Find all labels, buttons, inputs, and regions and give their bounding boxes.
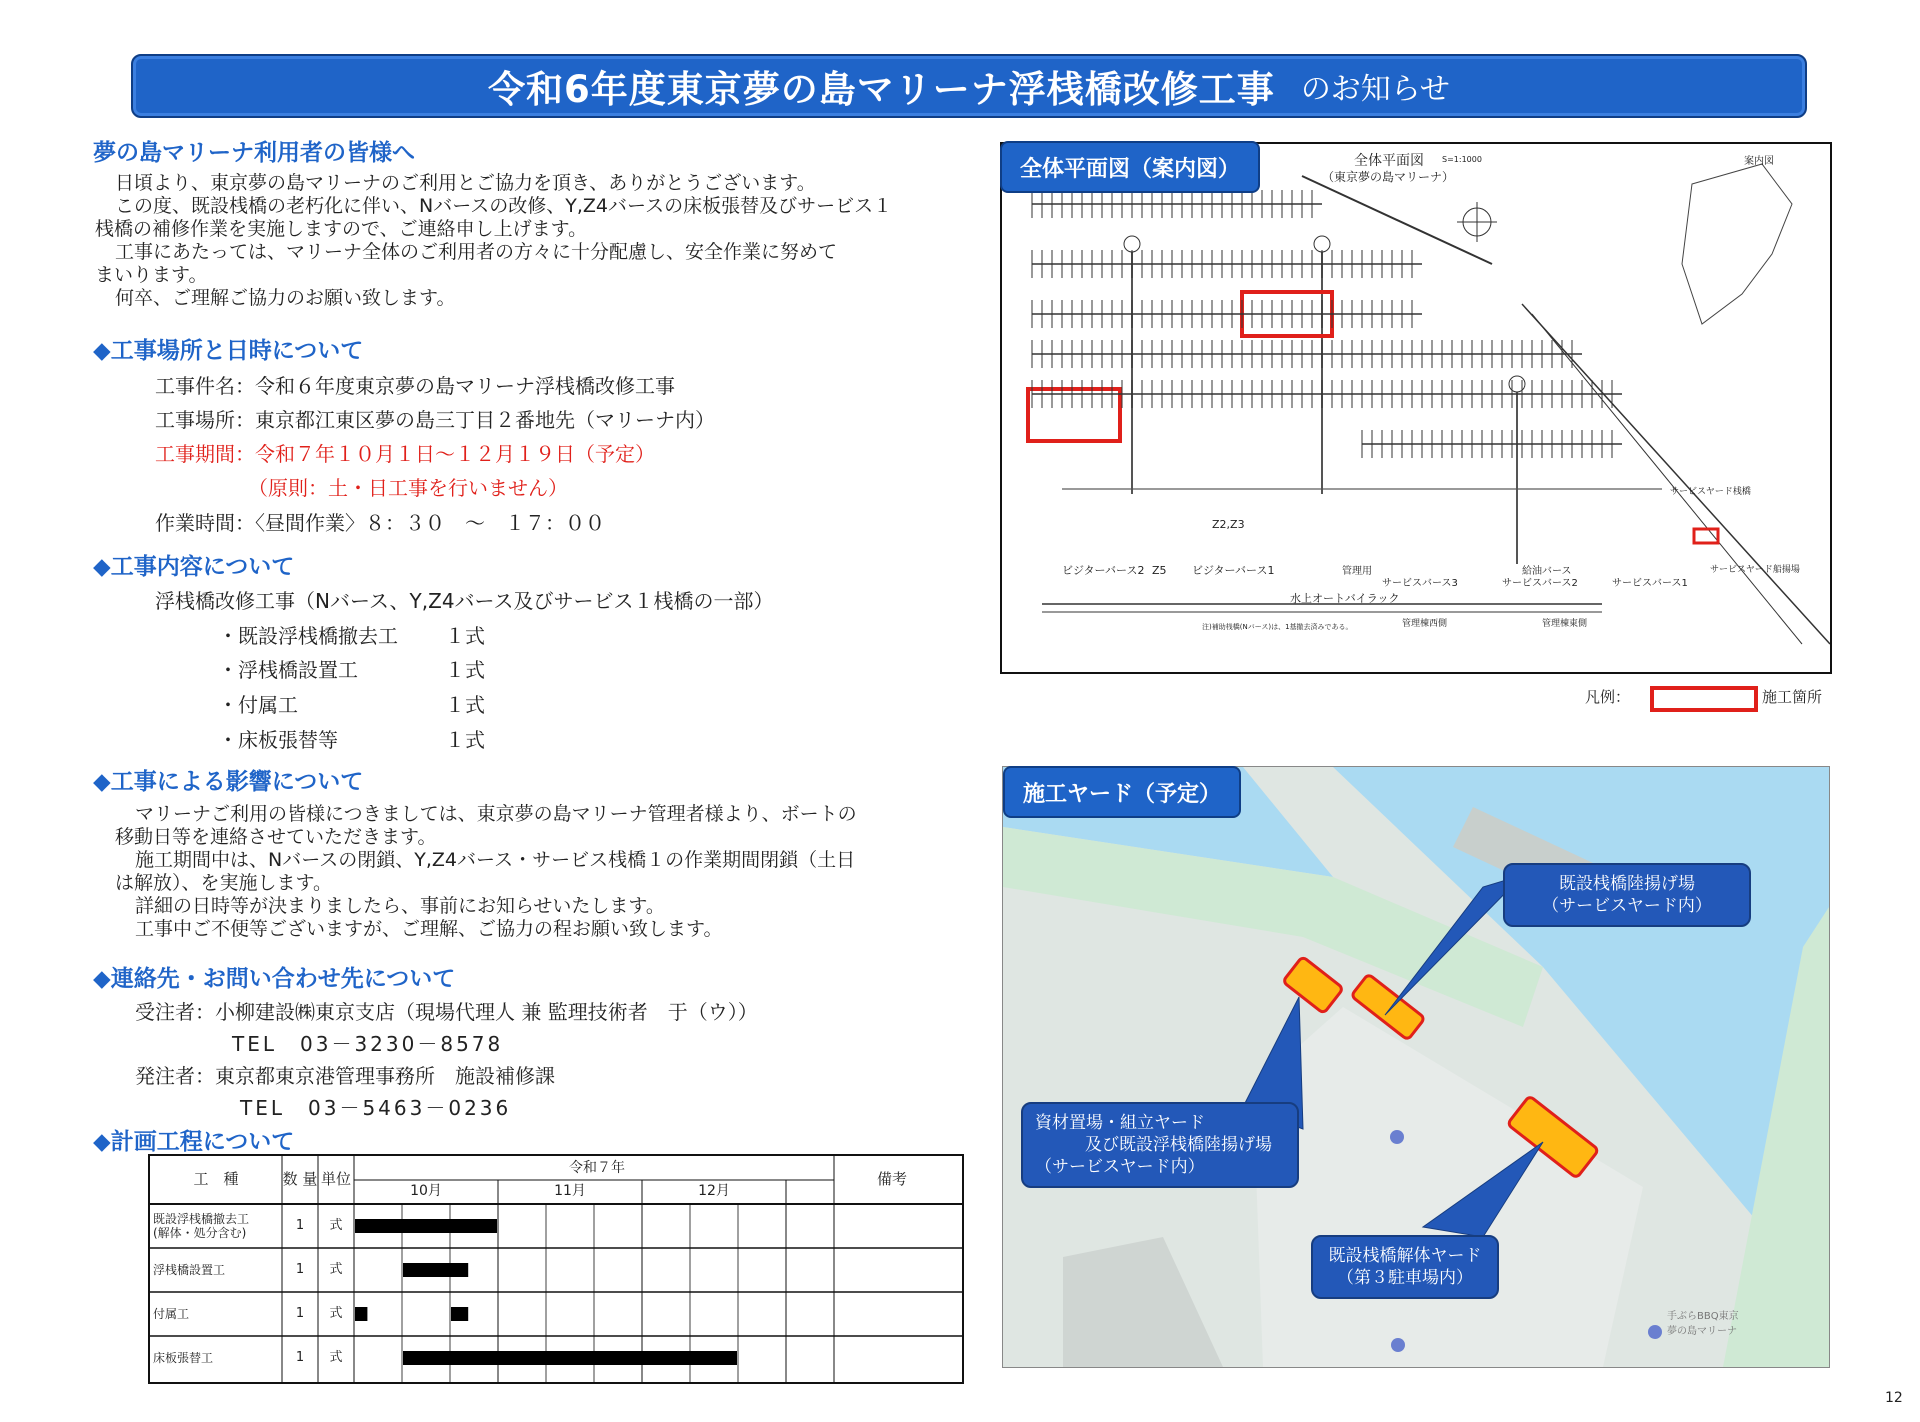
greeting-line: まいります。 <box>95 264 208 286</box>
schedule-table <box>148 1154 964 1384</box>
schedule-bar <box>451 1307 468 1321</box>
page-number: 12 <box>1885 1390 1903 1406</box>
work-area-service1 <box>1694 529 1718 543</box>
content-item: ・付属工 <box>218 693 298 717</box>
plan-note: 注)補助桟橋(Nバース)は、1基撤去済みである。 <box>1202 623 1353 631</box>
plan-guide: 案内図 <box>1744 156 1774 167</box>
content-summary: 浮桟橋改修工事（Nバース、Y,Z4バース及びサービス１桟橋の一部） <box>155 589 774 613</box>
site-plan <box>1000 142 1832 674</box>
content-item: ・床板張替等 <box>218 728 338 752</box>
site-name: 工事件名：令和６年度東京夢の島マリーナ浮桟橋改修工事 <box>155 374 675 398</box>
greeting-line: この度、既設桟橋の老朽化に伴い、Nバースの改修、Y,Z4バースの床板張替及びサービス１ <box>115 195 893 217</box>
schedule-header-unit: 単位 <box>320 1170 351 1188</box>
plan-label-z2z3: Z2,Z3 <box>1212 518 1245 531</box>
plan-subtitle: （東京夢の島マリーナ） <box>1322 170 1455 184</box>
callout-text: 及び既設浮桟橋陸揚げ場 <box>1085 1135 1272 1155</box>
yard-map <box>1002 766 1830 1368</box>
plan-label-syard: サービスヤード桟橋 <box>1670 487 1751 497</box>
schedule-row-name: 既設浮桟橋撤去工 (解体・処分含む) <box>153 1212 250 1240</box>
page-title: 令和6年度東京夢の島マリーナ浮桟橋改修工事 <box>488 68 1275 111</box>
content-item-qty: １式 <box>445 658 485 682</box>
plan-post <box>1314 236 1330 252</box>
site-hours: 作業時間：〈昼間作業〉８：３０ ～ １７：００ <box>155 511 605 535</box>
content-item-qty: １式 <box>445 624 485 648</box>
plan-label-service3: サービスバース3 <box>1382 578 1458 589</box>
client-tel: TEL 03－5463－0236 <box>240 1096 512 1120</box>
callout-text: 資材置場・組立ヤード <box>1035 1113 1205 1133</box>
schedule-row-name: 床板張替工 <box>153 1351 214 1365</box>
site-place: 工事場所：東京都江東区夢の島三丁目２番地先（マリーナ内） <box>155 408 715 432</box>
site-note: （原則：土・日工事を行いません） <box>248 476 568 500</box>
yard-tab: 施工ヤード（予定） <box>1003 766 1241 818</box>
impact-line: 移動日等を連絡させていただきます。 <box>115 826 437 848</box>
schedule-row-unit: 式 <box>329 1306 343 1321</box>
impact-line: 施工期間中は、Nバースの閉鎖、Y,Z4バース・サービス桟橋１の作業期間閉鎖（土日 <box>135 849 856 871</box>
content-item: ・浮桟橋設置工 <box>218 658 358 682</box>
plan-label-kyuyu: 給油バース <box>1522 566 1572 577</box>
greeting-line: 桟橋の補修作業を実施しますので、ご連絡申し上げます。 <box>95 218 588 240</box>
plan-label-service1: サービスバース1 <box>1612 578 1688 589</box>
schedule-month: 10月 <box>410 1183 442 1199</box>
content-item: ・既設浮桟橋撤去工 <box>218 624 398 648</box>
greeting-heading: 夢の島マリーナ利用者の皆様へ <box>93 140 415 166</box>
inset-map-outline <box>1682 164 1792 324</box>
schedule-row-qty: 1 <box>295 1218 305 1233</box>
callout-text: 既設桟橋陸揚げ場 <box>1559 874 1695 894</box>
schedule-header-qty: 数 量 <box>282 1170 318 1188</box>
plan-label-visitor2: ビジターバース2 <box>1062 564 1145 577</box>
contractor: 受注者：小柳建設㈱東京支店（現場代理人 兼 監理技術者 于（ウ）） <box>135 1000 758 1024</box>
schedule-row-name: 付属工 <box>153 1307 190 1321</box>
legend-text: 施工箇所 <box>1762 688 1823 706</box>
callout-material-yard <box>1021 1102 1299 1188</box>
callout-text: （サービスヤード内） <box>1035 1157 1205 1177</box>
schedule-row-qty: 1 <box>295 1262 305 1277</box>
callout-text: （サービスヤード内） <box>1542 896 1712 916</box>
plan-title: 全体平面図 <box>1354 153 1424 169</box>
plan-label-kanriyo: 管理用 <box>1342 566 1372 577</box>
plan-label-visitor1: ビジターバース1 <box>1192 564 1275 577</box>
schedule-row-unit: 式 <box>329 1218 343 1233</box>
site-heading: ◆工事場所と日時について <box>93 338 364 364</box>
content-item-qty: １式 <box>445 728 485 752</box>
plan-shore-line <box>1522 304 1830 644</box>
schedule-bar <box>355 1219 497 1233</box>
plan-tab: 全体平面図（案内図） <box>1000 141 1260 193</box>
schedule-bar <box>403 1351 737 1365</box>
greeting-line: 工事にあたっては、マリーナ全体のご利用者の方々に十分配慮し、安全作業に努めて <box>115 241 838 263</box>
site-period: 工事期間：令和７年１０月１日～１２月１９日（予定） <box>155 442 655 466</box>
greeting-line: 何卒、ご理解ご協力のお願い致します。 <box>115 287 456 309</box>
schedule-row-name: 浮桟橋設置工 <box>153 1263 226 1277</box>
callout-text: （第３駐車場内） <box>1337 1268 1473 1288</box>
contractor-tel: TEL 03－3230－8578 <box>232 1032 504 1056</box>
impact-text <box>115 803 975 941</box>
schedule-bar <box>403 1263 468 1277</box>
impact-heading: ◆工事による影響について <box>93 769 364 795</box>
plan-scale: S=1:1000 <box>1442 155 1482 164</box>
impact-line: 工事中ご不便等ございますが、ご理解、ご協力の程お願い致します。 <box>135 918 723 940</box>
schedule-bar <box>355 1307 367 1321</box>
plan-label-west: 管理棟西側 <box>1402 619 1448 629</box>
plan-drawing <box>1002 144 1830 672</box>
schedule-row-qty: 1 <box>295 1350 305 1365</box>
content-heading: ◆工事内容について <box>93 554 295 580</box>
impact-line: 詳細の日時等が決まりましたら、事前にお知らせいたします。 <box>135 895 665 917</box>
schedule-row-unit: 式 <box>329 1350 343 1365</box>
plan-label-syard2: サービスヤード船揚場 <box>1710 565 1800 575</box>
schedule-month: 11月 <box>554 1183 586 1199</box>
contact-heading: ◆連絡先・お問い合わせ先について <box>93 966 456 992</box>
schedule-header-type: 工 種 <box>193 1170 239 1188</box>
greeting-line: 日頃より、東京夢の島マリーナのご利用とご協力を頂き、ありがとうございます。 <box>115 172 816 194</box>
plan-label-autobypass: 水上オートバイラック <box>1290 592 1400 605</box>
map-pin-icon <box>1648 1325 1662 1339</box>
plan-post <box>1509 376 1525 392</box>
schedule-row-unit: 式 <box>329 1262 343 1277</box>
callout-landing-yard <box>1503 863 1751 927</box>
page-title-bar <box>131 54 1807 118</box>
callout-dismantle-yard <box>1311 1235 1499 1299</box>
plan-label-z5: Z5 <box>1152 564 1167 577</box>
schedule-heading: ◆計画工程について <box>93 1129 295 1155</box>
plan-label-east: 管理棟東側 <box>1542 619 1588 629</box>
greeting-text <box>95 172 975 310</box>
plan-post <box>1124 236 1140 252</box>
map-pin-icon <box>1390 1130 1404 1144</box>
callout-text: 既設桟橋解体ヤード <box>1328 1246 1482 1266</box>
poi-label: 手ぶらBBQ東京 夢の島マリーナ <box>1667 1311 1739 1337</box>
impact-line: マリーナご利用の皆様につきましては、東京夢の島マリーナ管理者様より、ボートの <box>135 803 857 825</box>
plan-label-service2: サービスバース2 <box>1502 578 1578 589</box>
content-item-qty: １式 <box>445 693 485 717</box>
schedule-header-remarks: 備考 <box>876 1170 907 1188</box>
legend-swatch <box>1650 686 1758 712</box>
map-pin-icon <box>1391 1338 1405 1352</box>
schedule-row-qty: 1 <box>295 1306 305 1321</box>
schedule-month: 12月 <box>698 1183 730 1199</box>
client: 発注者：東京都東京港管理事務所 施設補修課 <box>135 1064 555 1088</box>
legend-label: 凡例： <box>1585 688 1631 706</box>
schedule-header-year: 令和７年 <box>569 1160 625 1176</box>
impact-line: は解放）、を実施します。 <box>115 872 332 894</box>
page-title-sub: のお知らせ <box>1300 72 1450 107</box>
